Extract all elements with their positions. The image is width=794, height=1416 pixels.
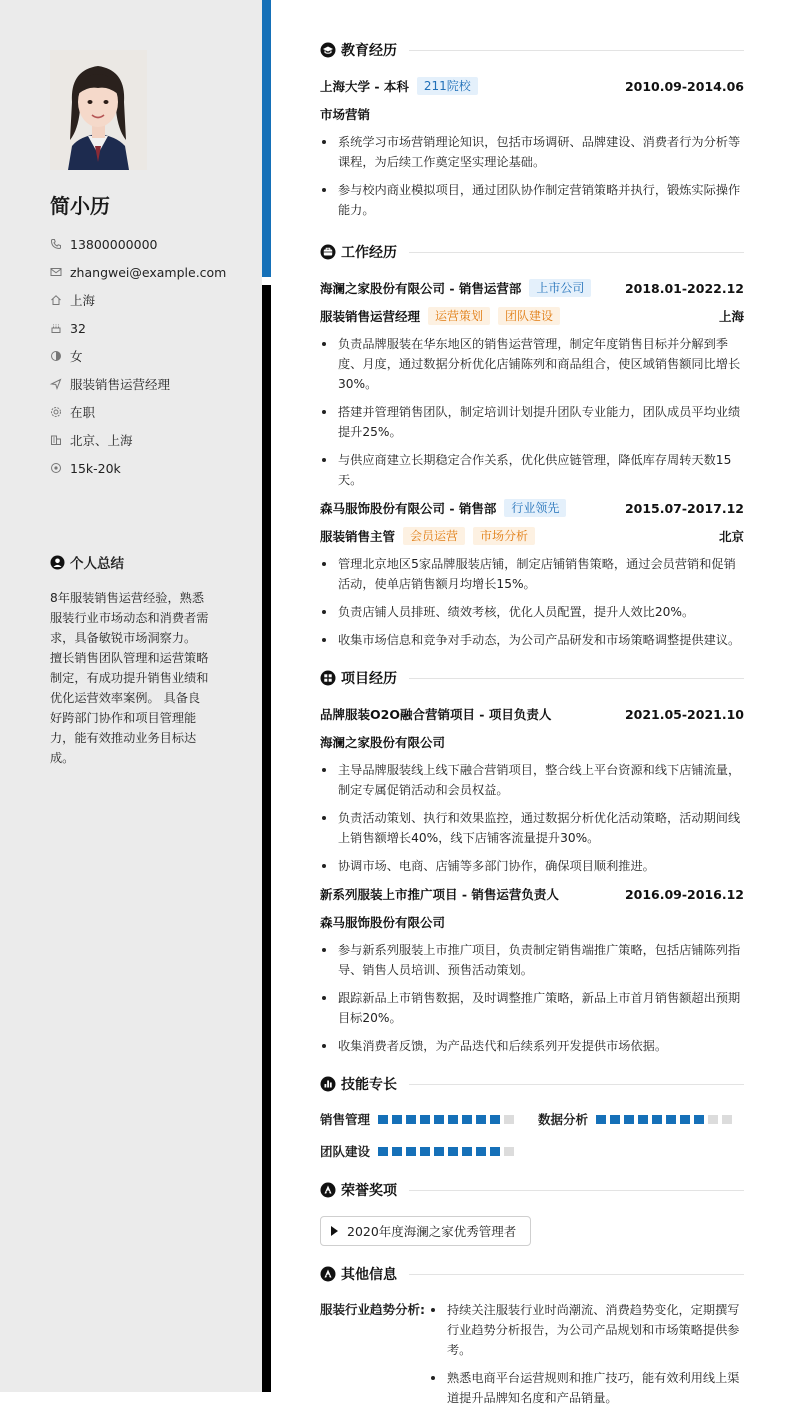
work-title: 工作经历 [341,245,397,261]
gender-icon [50,350,62,362]
skill-level-filled [448,1147,458,1156]
city-icon [50,434,62,446]
list-item: 收集市场信息和竞争对手动态，为公司产品研发和市场策略调整提供建议。 [320,630,744,650]
awards-title: 荣誉奖项 [341,1183,397,1199]
section-divider [409,252,744,253]
award-text: 2020年度海澜之家优秀管理者 [347,1224,517,1239]
job-period: 2018.01-2022.12 [624,280,744,296]
project-company-row [320,912,744,932]
skill-level-filled [476,1115,486,1124]
list-item: 负责活动策划、执行和效果监控，通过数据分析优化活动策略，活动期间线上销售额增长40%，线下店铺客流量提升30%。 [320,808,744,848]
accent-bar [262,0,271,277]
list-item: 持续关注服装行业时尚潮流、消费趋势变化，定期撰写行业趋势分析报告，为公司产品规划和市场策略提供参考。 [429,1300,744,1360]
user-circle-icon [50,555,65,570]
grid-icon [320,670,336,686]
contact-info-list [50,230,226,482]
skill-level-filled [378,1147,388,1156]
list-item: 负责店铺人员排班、绩效考核，优化人员配置，提升人效比20%。 [320,602,744,622]
skill-tag: 市场分析 [473,527,535,545]
skill-name: 团队建设 [320,1144,371,1159]
play-icon [331,1226,338,1236]
job-city: 上海 [718,309,744,324]
project-name: 品牌服装O2O融合营销项目 - 项目负责人 [320,707,552,722]
gender-text: 女 [70,349,83,364]
skill-level-filled [624,1115,634,1124]
list-item: 搭建并管理销售团队，制定培训计划提升团队专业能力，团队成员平均业绩提升25%。 [320,402,744,442]
skill-item [538,1110,736,1128]
project-bullets [320,940,744,1064]
other-bullets [429,1300,744,1416]
education-heading [320,40,744,60]
skills-title: 技能专长 [341,1077,397,1093]
skill-level-filled [652,1115,662,1124]
graduation-cap-icon [320,42,336,58]
list-item: 主导品牌服装线上线下融合营销项目，整合线上平台资源和线下店铺流量，制定专属促销活动和会员权益。 [320,760,744,800]
awards-heading [320,1180,744,1200]
skill-name: 数据分析 [538,1112,589,1127]
list-item: 管理北京地区5家品牌服装店铺，制定店铺销售策略，通过会员营销和促销活动，使单店销售额月均增长15%。 [320,554,744,594]
divider-bar [262,285,271,1392]
skill-item [320,1142,518,1160]
skill-level-filled [694,1115,704,1124]
status-text: 在职 [70,405,96,420]
job-position: 服装销售运营经理 [320,309,421,324]
city-item [50,426,226,454]
award-item [320,1216,531,1246]
education-period: 2010.09-2014.06 [624,78,744,94]
skill-level [378,1112,518,1127]
skill-level-empty [504,1115,514,1124]
age-icon [50,322,62,334]
education-title: 教育经历 [341,43,397,59]
skill-level-filled [434,1115,444,1124]
skill-level-filled [420,1115,430,1124]
section-divider [409,1084,744,1085]
job-bullets [320,554,744,658]
skill-level-filled [462,1115,472,1124]
list-item: 负责品牌服装在华东地区的销售运营管理，制定年度销售目标并分解到季度、月度，通过数据分析优化店铺陈列和商品组合，使区域销售额同比增长30%。 [320,334,744,394]
gender-item [50,342,226,370]
skill-tag: 会员运营 [403,527,465,545]
target-job-icon [50,378,62,390]
section-divider [409,50,744,51]
profile-photo [50,50,147,170]
other-heading [320,1264,744,1284]
company-tag: 行业领先 [504,499,566,517]
project-header-row [320,704,744,724]
job-company: 森马服饰股份有限公司 - 销售部 [320,501,497,516]
skill-level-filled [392,1115,402,1124]
skill-level [378,1144,518,1159]
list-item: 系统学习市场营销理论知识，包括市场调研、品牌建设、消费者行为分析等课程，为后续工作奠定坚实理论基础。 [320,132,744,172]
phone-item [50,230,226,258]
education-header-row [320,76,744,96]
list-item: 收集消费者反馈，为产品迭代和后续系列开发提供市场依据。 [320,1036,744,1056]
salary-text: 15k-20k [70,460,121,476]
job-period: 2015.07-2017.12 [624,500,744,516]
skill-name: 销售管理 [320,1112,371,1127]
skill-level-filled [406,1147,416,1156]
status-item [50,398,226,426]
salary-icon [50,462,62,474]
skill-level-filled [638,1115,648,1124]
city-text: 北京、上海 [70,433,133,448]
list-item: 熟悉电商平台运营规则和推广技巧，能有效利用线上渠道提升品牌知名度和产品销量。 [429,1368,744,1408]
skill-level-filled [476,1147,486,1156]
email-text: zhangwei@example.com [70,264,227,280]
job-header-row [320,278,744,298]
major: 市场营销 [320,107,371,122]
job-position: 服装销售主管 [320,529,396,544]
candidate-name: 简小历 [50,194,110,218]
list-item: 跟踪新品上市销售数据，及时调整推广策略，新品上市首月销售额超出预期目标20%。 [320,988,744,1028]
summary-heading [50,552,124,572]
project-company-row [320,732,744,752]
job-header-row [320,498,744,518]
job-position-row [320,526,744,546]
skill-tag: 运营策划 [428,307,490,325]
skill-level-empty [722,1115,732,1124]
project-header-row [320,884,744,904]
skill-level-filled [680,1115,690,1124]
home-icon [50,294,62,306]
phone-text: 13800000000 [70,236,158,252]
phone-icon [50,238,62,250]
job-company: 海澜之家股份有限公司 - 销售运营部 [320,281,522,296]
job-bullets [320,334,744,498]
school-name: 上海大学 - 本科 [320,79,409,94]
location-text: 上海 [70,293,96,308]
age-text: 32 [70,320,86,336]
summary-text: 8年服装销售运营经验，熟悉服装行业市场动态和消费者需求，具备敏锐市场洞察力。 擅长销售团队管理和运营策略制定，有成功提升销售业绩和优化运营效率案例。 具备良好跨部门协作和项目管理能力，能有效推动业务目标达成。 [50,591,209,765]
skill-tag: 团队建设 [498,307,560,325]
skill-level-filled [392,1147,402,1156]
section-divider [409,1274,744,1275]
list-item: 参与校内商业模拟项目，通过团队协作制定营销策略并执行，锻炼实际操作能力。 [320,180,744,220]
project-company: 海澜之家股份有限公司 [320,735,446,750]
company-tag: 上市公司 [529,279,591,297]
project-company: 森马服饰股份有限公司 [320,915,446,930]
other-label: 服装行业趋势分析: [320,1302,425,1317]
skill-level-filled [378,1115,388,1124]
bar-chart-icon [320,1076,336,1092]
skill-level-filled [448,1115,458,1124]
skill-level-filled [406,1115,416,1124]
project-name: 新系列服装上市推广项目 - 销售运营负责人 [320,887,559,902]
section-divider [409,1190,744,1191]
project-period: 2016.09-2016.12 [624,886,744,902]
skill-level-filled [490,1115,500,1124]
location-item [50,286,226,314]
projects-title: 项目经历 [341,671,397,687]
skill-item [320,1110,518,1128]
email-item [50,258,226,286]
info-badge-icon [320,1266,336,1282]
section-divider [409,678,744,679]
work-heading [320,242,744,262]
target-job-text: 服装销售运营经理 [70,377,171,392]
other-title: 其他信息 [341,1267,397,1283]
briefcase-icon [320,244,336,260]
skill-level-empty [504,1147,514,1156]
projects-heading [320,668,744,688]
project-period: 2021.05-2021.10 [624,706,744,722]
age-item [50,314,226,342]
job-city: 北京 [718,529,744,544]
project-bullets [320,760,744,884]
medal-icon [320,1182,336,1198]
job-position-row [320,306,744,326]
list-item: 参与新系列服装上市推广项目，负责制定销售端推广策略，包括店铺陈列指导、销售人员培训、预售活动策划。 [320,940,744,980]
skill-level-filled [490,1147,500,1156]
list-item: 协调市场、电商、店铺等多部门协作，确保项目顺利推进。 [320,856,744,876]
school-tag: 211院校 [417,77,478,95]
status-icon [50,406,62,418]
skill-level-filled [666,1115,676,1124]
skill-level-filled [434,1147,444,1156]
mail-icon [50,266,62,278]
skill-level-filled [596,1115,606,1124]
skill-level-empty [708,1115,718,1124]
list-item: 与供应商建立长期稳定合作关系，优化供应链管理，降低库存周转天数15天。 [320,450,744,490]
skill-level [596,1112,736,1127]
major-row [320,104,744,124]
target-job-item [50,370,226,398]
skill-level-filled [420,1147,430,1156]
skill-level-filled [462,1147,472,1156]
salary-item [50,454,226,482]
skills-heading [320,1074,744,1094]
summary-title: 个人总结 [70,556,124,572]
education-bullets [320,132,744,228]
skill-level-filled [610,1115,620,1124]
